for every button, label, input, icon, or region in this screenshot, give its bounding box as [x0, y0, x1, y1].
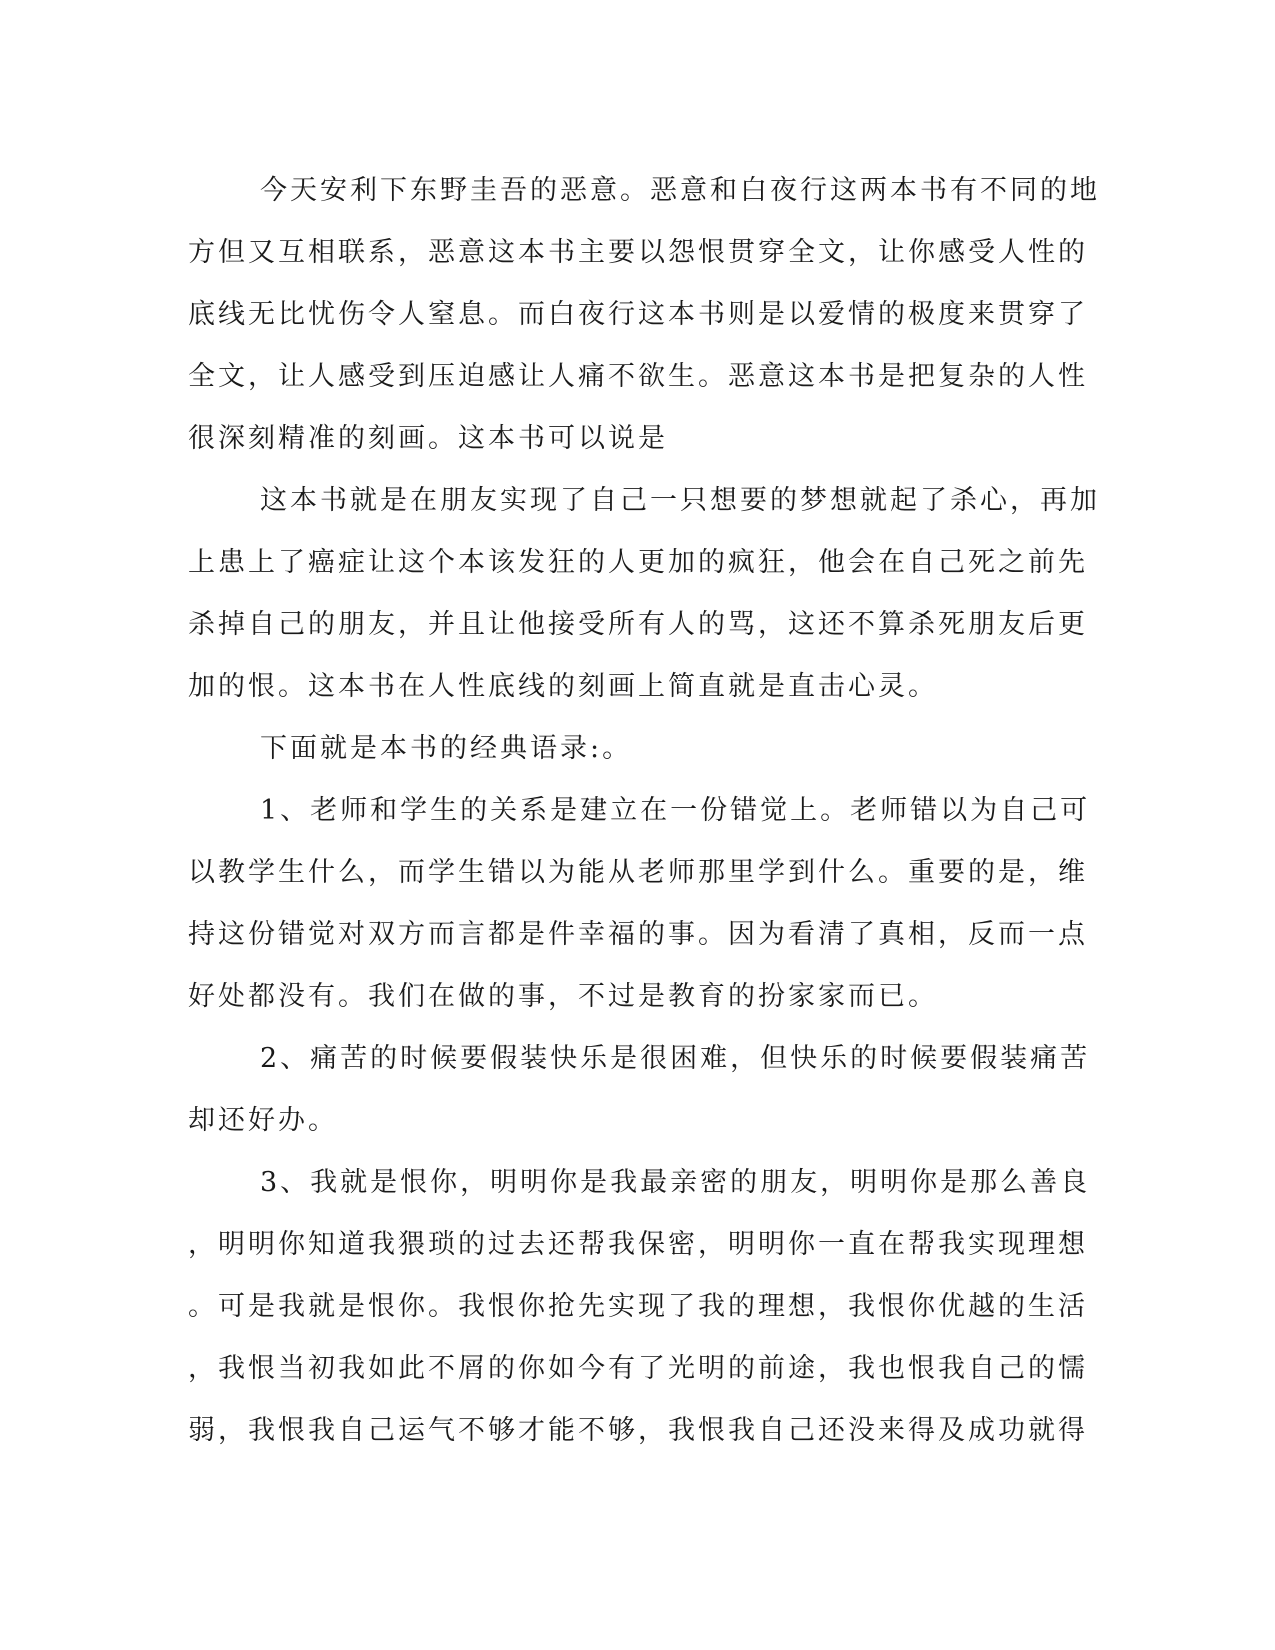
text-line: 好处都没有。我们在做的事，不过是教育的扮家家而已。	[188, 981, 938, 1012]
text-line: ，我恨当初我如此不屑的你如今有了光明的前途，我也恨我自己的懦	[188, 1353, 1088, 1384]
text-line: 弱，我恨我自己运气不够才能不够，我恨我自己还没来得及成功就得	[188, 1415, 1088, 1446]
text-line: 方但又互相联系，恶意这本书主要以怨恨贯穿全文，让你感受人性的	[188, 237, 1088, 268]
text-line: 3、我就是恨你，明明你是我最亲密的朋友，明明你是那么善良	[260, 1167, 1091, 1198]
text-line: 下面就是本书的经典语录:。	[260, 733, 633, 764]
text-line: 底线无比忧伤令人窒息。而白夜行这本书则是以爱情的极度来贯穿了	[188, 299, 1088, 330]
text-line: 2、痛苦的时候要假装快乐是很困难，但快乐的时候要假装痛苦	[260, 1043, 1091, 1074]
text-line: 杀掉自己的朋友，并且让他接受所有人的骂，这还不算杀死朋友后更	[188, 609, 1088, 640]
paragraph-quote-3	[188, 1152, 1091, 1462]
text-line: 上患上了癌症让这个本该发狂的人更加的疯狂，他会在自己死之前先	[188, 547, 1088, 578]
paragraph-plot	[188, 470, 1100, 718]
paragraph-quote-2	[188, 1028, 1091, 1152]
text-line: 全文，让人感受到压迫感让人痛不欲生。恶意这本书是把复杂的人性	[188, 361, 1088, 392]
paragraph-intro	[188, 160, 1100, 470]
text-line: 1、老师和学生的关系是建立在一份错觉上。老师错以为自己可	[260, 795, 1091, 826]
text-line: 。可是我就是恨你。我恨你抢先实现了我的理想，我恨你优越的生活	[188, 1291, 1088, 1322]
text-line: 这本书就是在朋友实现了自己一只想要的梦想就起了杀心，再加	[260, 485, 1100, 516]
text-line: 今天安利下东野圭吾的恶意。恶意和白夜行这两本书有不同的地	[260, 175, 1100, 206]
text-line: 以教学生什么，而学生错以为能从老师那里学到什么。重要的是，维	[188, 857, 1088, 888]
text-line: 很深刻精准的刻画。这本书可以说是	[188, 423, 668, 454]
text-line: 持这份错觉对双方而言都是件幸福的事。因为看清了真相，反而一点	[188, 919, 1088, 950]
paragraph-quotes-heading	[188, 718, 1048, 780]
text-line: 加的恨。这本书在人性底线的刻画上简直就是直击心灵。	[188, 671, 938, 702]
paragraph-quote-1	[188, 780, 1091, 1028]
document-body	[188, 160, 1100, 1462]
text-line: ，明明你知道我猥琐的过去还帮我保密，明明你一直在帮我实现理想	[188, 1229, 1088, 1260]
text-line: 却还好办。	[188, 1105, 338, 1136]
